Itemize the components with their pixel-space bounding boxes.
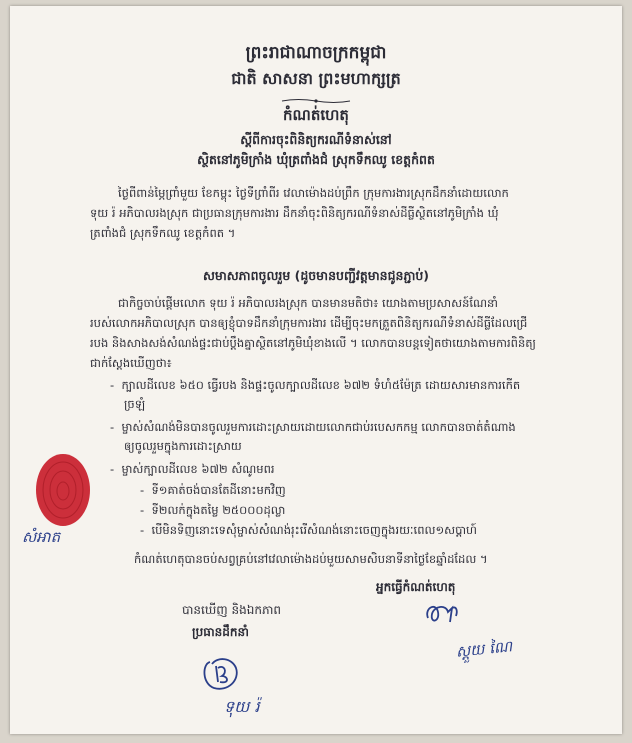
bullet-2-line-1: ម្ចាស់សំណង់មិនបានចូលរួមការដោះស្រាយដោយលោកជាប់របេសកកម្ម លោកបានចាត់តំណាង (121, 420, 516, 434)
sub-bullet-2-text: ទី២លក់ក្នុងតម្លៃ ២៥០០០ដុល្លា (151, 503, 286, 517)
document-subject: ស្ដីពីការចុះពិនិត្យករណីទំនាស់នៅ (240, 132, 392, 147)
chief-handwritten-name: ទុយ រ៉ (224, 697, 260, 716)
closing-statement: កំណត់ហេតុបានចប់សព្វគ្រប់នៅវេលាម៉ោងដប់មួយសាមសិបនាទីនាថ្ងៃខែឆ្នាំដដែល ។ (134, 552, 488, 566)
section-body-line-4: ជាក់ស្តែងឃើញថា៖ (90, 356, 172, 370)
document-title: កំណត់ហេតុ (283, 106, 349, 124)
bullet-3-line-1: ម្ចាស់ក្បាលដីលេខ ៦៧២ សំណូមពរ (121, 462, 275, 476)
seen-approved-label: បានឃើញ និងឯកភាព (182, 603, 282, 617)
sub-bullet-1: - ទី១គាត់ចង់បានតែដីនោះមកវិញ (140, 483, 286, 497)
section-heading: សមាសភាពចូលរួម (ដូចមានបញ្ជីវត្តមានជូនភ្ជាប់) (202, 268, 430, 283)
sub-bullet-3: - បើមិនទិញនោះទេសុំម្ចាស់សំណង់រុះរើសំណង់នោះចេញក្នុងរយៈពេល១សប្តាហ៍ (140, 523, 478, 537)
section-body-line-2: របស់លោកអភិបាលស្រុក បានឲ្យខ្ញុំបាទដឹកនាំក្រុមការងារ ដើម្បីចុះមកត្រួតពិនិត្យករណីទំនាស់ដីធ្លីដែលជ្រើ (90, 316, 528, 330)
sub-bullet-3-text: បើមិនទិញនោះទេសុំម្ចាស់សំណង់រុះរើសំណង់នោះចេញក្នុងរយៈពេល១សប្តាហ៍ (151, 523, 478, 537)
kingdom-header: ព្រះរាជាណាចក្រកម្ពុជា (245, 43, 387, 63)
intro-line-1: ថ្ងៃពីពាន់ម្ភៃព្រាំមួយ ខែកម្ពុះ ថ្ងៃទីព្រាំពីរ វេលាម៉ោងដប់ព្រឹក ក្រុមការងារស្រុកដឹកនាំដោយលោក (118, 186, 509, 200)
author-handwritten-name: ស្ដួយ ណៃ (455, 637, 513, 661)
section-body-line-3: របង និងសាងសង់សំណង់ផ្ទះជាប់ប្តឹងគ្នាស្ថិតនៅភូមិឃុំខាងលើ ។ លោកបានបន្តទៀតថាយោងតាមការពិនិត្យ (90, 336, 536, 350)
document-location: ស្ថិតនៅភូមិក្រាំង ឃុំត្រពាំងជំ ស្រុកទឹកឈូ ខេត្តកំពត (197, 152, 435, 167)
author-label: អ្នកធ្វើកំណត់ហេតុ (376, 580, 456, 594)
bullet-1: - ក្បាលដីលេខ ៦៥០ ធ្វើរបង និងផ្ទះចូលក្បាលដីលេខ ៦៧២ ទំហំ៥ម៉ែត្រ ដោយសារមានការកើត (110, 378, 521, 392)
intro-line-3: ត្រពាំងជំ ស្រុកទឹកឈូ ខេត្តកំពត ។ (90, 226, 236, 240)
ornament-divider (280, 98, 352, 104)
sub-bullet-1-text: ទី១គាត់ចង់បានតែដីនោះមកវិញ (151, 483, 286, 497)
intro-line-2: ទុយ រ៉ អភិបាលរងស្រុក ជាប្រធានក្រុមការងារ ដឹកនាំចុះពិនិត្យករណីទំនាស់ដីធ្លីស្ថិតនៅភូមិក្រាំង ឃុំ (90, 206, 499, 220)
sub-bullet-2: - ទី២លក់ក្នុងតម្លៃ ២៥០០០ដុល្លា (140, 503, 286, 517)
bullet-1-line-1: ក្បាលដីលេខ ៦៥០ ធ្វើរបង និងផ្ទះចូលក្បាលដីលេខ ៦៧២ ទំហំ៥ម៉ែត្រ ដោយសារមានការកើត (121, 378, 521, 392)
motto-header: ជាតិ សាសនា ព្រះមហាក្សត្រ (231, 69, 401, 88)
bullet-1-line-2: ច្រឡំ (124, 397, 146, 411)
bullet-2-line-2: ឲ្យចូលរួមក្នុងការដោះស្រាយ (124, 439, 242, 453)
section-body-line-1: ជាកិច្ចចាប់ផ្តើមលោក ទុយ រ៉ អភិបាលរងស្រុក បានមានមតិថា៖ យោងតាមប្រសាសន៍ណែនាំ (118, 296, 499, 310)
document-page (10, 6, 622, 734)
thumbprint-mark (32, 451, 94, 529)
bullet-2: - ម្ចាស់សំណង់មិនបានចូលរួមការដោះស្រាយដោយលោកជាប់របេសកកម្ម លោកបានចាត់តំណាង (110, 420, 516, 434)
chief-label: ប្រធានដឹកនាំ (192, 625, 249, 639)
author-signature (422, 598, 462, 630)
bullet-3: - ម្ចាស់ក្បាលដីលេខ ៦៧២ សំណូមពរ (110, 462, 275, 476)
chief-signature (200, 654, 246, 694)
thumbprint-handwritten-name: សំអាត (22, 528, 61, 546)
